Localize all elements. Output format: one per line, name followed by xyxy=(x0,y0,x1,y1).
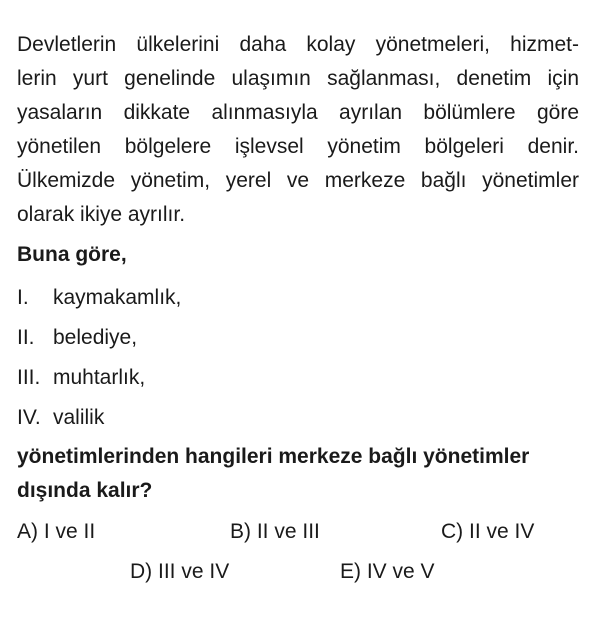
paragraph-line: yasaların dikkate alınmasıyla ayrılan bölümlere göre xyxy=(17,101,579,124)
option-label: D) xyxy=(130,560,153,583)
roman-item xyxy=(17,318,579,358)
item-numeral: I. xyxy=(17,286,29,309)
option-a[interactable] xyxy=(17,520,95,544)
paragraph-line: lerin yurt genelinde ulaşımın sağlanması, denetim için xyxy=(17,67,579,90)
paragraph-line: Devletlerin ülkelerini daha kolay yönetmeleri, hizmet- xyxy=(17,33,579,56)
option-text: IV ve V xyxy=(366,560,435,583)
roman-item xyxy=(17,278,579,318)
option-label: B) xyxy=(230,520,251,543)
options-row xyxy=(17,560,597,600)
question-paragraph xyxy=(17,28,579,232)
question-stem xyxy=(17,440,579,508)
roman-item xyxy=(17,398,579,438)
option-b[interactable] xyxy=(230,520,320,544)
option-d[interactable] xyxy=(130,560,229,584)
item-text: muhtarlık, xyxy=(53,366,146,389)
stem-line: dışında kalır? xyxy=(17,479,153,502)
paragraph-line: yönetilen bölgelere işlevsel yönetim bölgeleri denir. xyxy=(17,135,579,158)
question-block xyxy=(17,28,579,508)
item-numeral: IV. xyxy=(17,406,41,429)
item-numeral: III. xyxy=(17,366,41,389)
options-row xyxy=(17,520,597,560)
option-text: II ve IV xyxy=(469,520,535,543)
option-e[interactable] xyxy=(340,560,435,584)
option-label: E) xyxy=(340,560,361,583)
paragraph-line: olarak ikiye ayrılır. xyxy=(17,203,186,226)
stem-line: yönetimlerinden hangileri merkeze bağlı yönetimler xyxy=(17,445,530,468)
item-numeral: II. xyxy=(17,326,35,349)
question-prompt: Buna göre, xyxy=(17,243,127,266)
paragraph-line: Ülkemizde yönetim, yerel ve merkeze bağlı yönetimler xyxy=(17,169,579,192)
option-text: I ve II xyxy=(43,520,96,543)
option-label: A) xyxy=(17,520,38,543)
roman-item xyxy=(17,358,579,398)
roman-item-list xyxy=(17,278,579,438)
item-text: kaymakamlık, xyxy=(53,286,182,309)
item-text: valilik xyxy=(53,406,105,429)
option-text: II ve III xyxy=(256,520,320,543)
option-c[interactable] xyxy=(441,520,534,544)
answer-options xyxy=(17,520,597,600)
item-text: belediye, xyxy=(53,326,138,349)
option-text: III ve IV xyxy=(158,560,230,583)
option-label: C) xyxy=(441,520,464,543)
